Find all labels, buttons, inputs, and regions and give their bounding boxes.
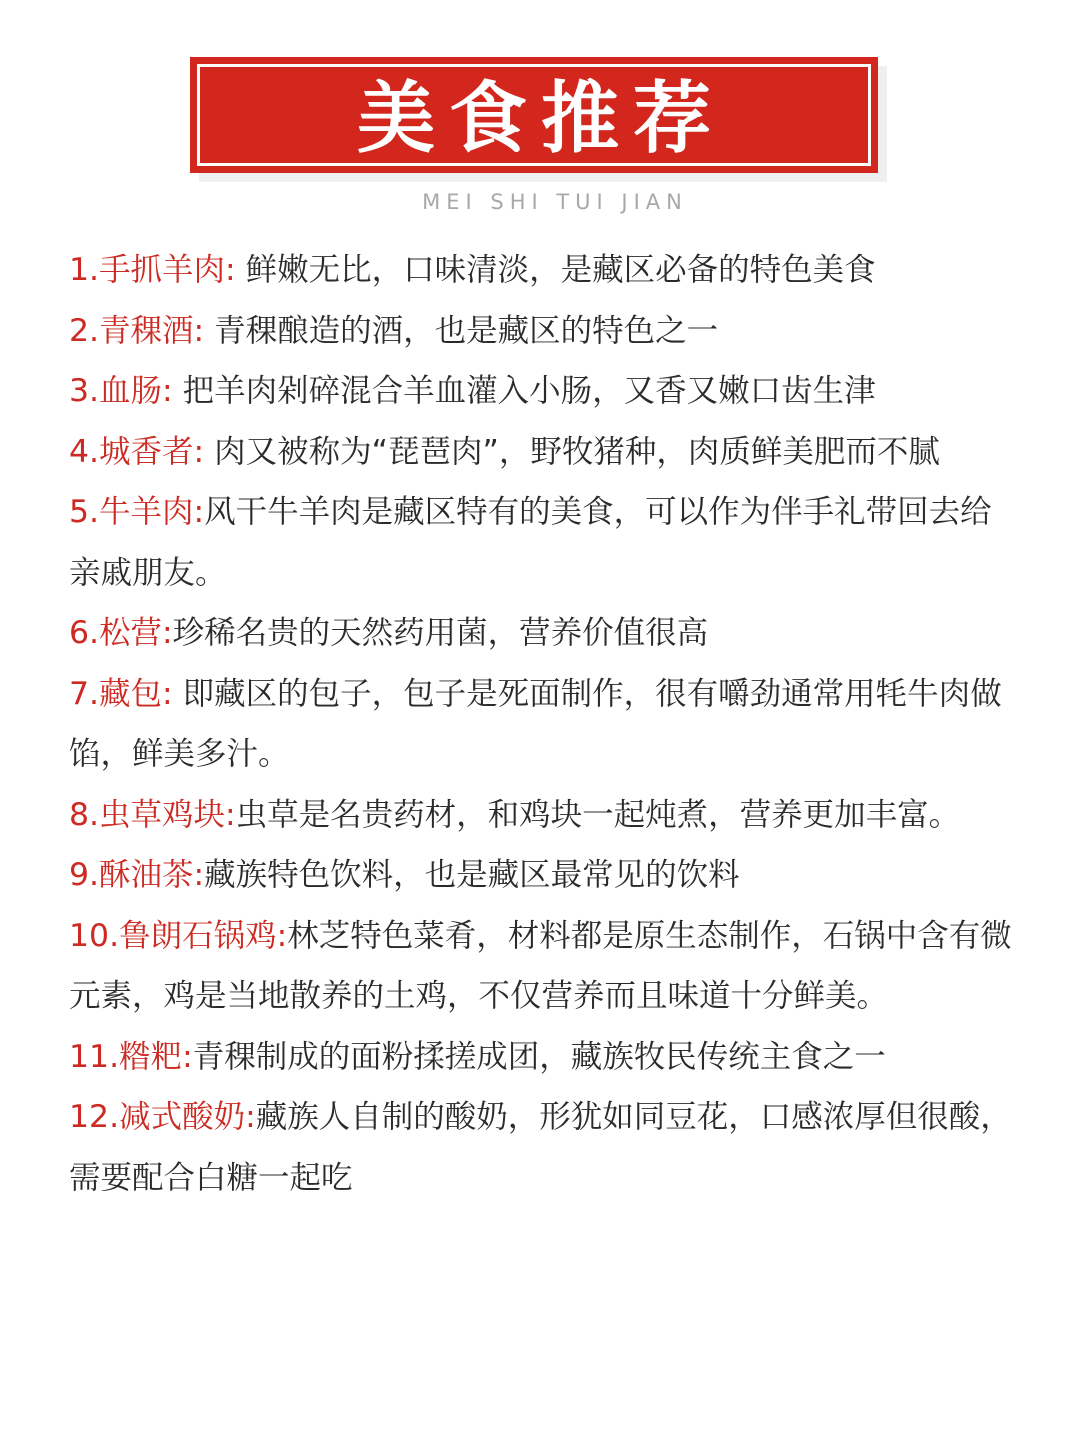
food-item-desc: 即藏区的包子，包子是死面制作，很有嚼劲通常用牦牛肉做馅，鲜美多汁。 bbox=[69, 675, 1002, 772]
food-item-desc: 青稞制成的面粉揉搓成团，藏族牧民传统主食之一 bbox=[192, 1038, 886, 1075]
title-banner bbox=[190, 57, 887, 182]
food-item-7 bbox=[69, 664, 1019, 785]
food-item-desc: 珍稀名贵的天然药用菌，营养价值很高 bbox=[172, 615, 709, 651]
food-item-name: 10.鲁朗石锅鸡: bbox=[69, 917, 288, 954]
food-item-desc: 鲜嫩无比，口味清淡，是藏区必备的特色美食 bbox=[235, 252, 876, 288]
food-item-1 bbox=[69, 240, 1019, 301]
food-item-12 bbox=[69, 1087, 1019, 1208]
food-item-10 bbox=[69, 906, 1019, 1027]
food-item-8 bbox=[69, 785, 1019, 846]
food-item-desc: 林芝特色菜肴，材料都是原生态制作，石锅中含有微元素，鸡是当地散养的土鸡，不仅营养而且味道十分鲜美。 bbox=[69, 917, 1012, 1014]
food-item-name: 7.藏包: bbox=[69, 675, 173, 712]
food-item-desc: 肉又被称为“琵琶肉”，野牧猪种，肉质鲜美肥而不腻 bbox=[204, 433, 940, 470]
food-item-3 bbox=[69, 361, 1019, 422]
food-item-11 bbox=[69, 1027, 1019, 1088]
food-item-desc: 藏族特色饮料，也是藏区最常见的饮料 bbox=[204, 857, 740, 893]
food-list bbox=[69, 240, 1019, 1208]
food-item-desc: 虫草是名贵药材，和鸡块一起炖煮，营养更加丰富。 bbox=[235, 796, 961, 833]
food-item-5 bbox=[69, 482, 1019, 603]
food-item-name: 11.糌粑: bbox=[69, 1038, 193, 1075]
food-item-desc: 藏族人自制的酸奶，形犹如同豆花，口感浓厚但很酸，需要配合白糖一起吃 bbox=[69, 1099, 1012, 1196]
food-item-desc: 青稞酿造的酒，也是藏区的特色之一 bbox=[204, 312, 719, 349]
food-item-desc: 风干牛羊肉是藏区特有的美食，可以作为伴手礼带回去给亲戚朋友。 bbox=[69, 494, 992, 591]
banner-box bbox=[190, 57, 878, 173]
food-item-name: 8.虫草鸡块: bbox=[69, 796, 236, 833]
food-item-name: 1.手抓羊肉: bbox=[69, 252, 236, 288]
food-item-name: 2.青稞酒: bbox=[69, 312, 205, 349]
food-item-9 bbox=[69, 845, 1019, 906]
food-item-name: 5.牛羊肉: bbox=[69, 494, 205, 530]
food-item-4 bbox=[69, 422, 1019, 483]
food-item-6 bbox=[69, 603, 1019, 664]
food-item-name: 4.城香者: bbox=[69, 433, 205, 470]
page-subtitle: MEI SHI TUI JIAN bbox=[422, 190, 688, 214]
food-item-name: 12.减式酸奶: bbox=[69, 1099, 256, 1135]
food-item-name: 3.血肠: bbox=[69, 373, 173, 409]
food-item-2 bbox=[69, 301, 1019, 362]
food-item-name: 9.酥油茶: bbox=[69, 857, 205, 893]
page-title: 美食推荐 bbox=[356, 74, 725, 164]
food-item-desc: 把羊肉剁碎混合羊血灌入小肠，又香又嫩口齿生津 bbox=[172, 373, 876, 409]
food-item-name: 6.松营: bbox=[69, 615, 173, 651]
